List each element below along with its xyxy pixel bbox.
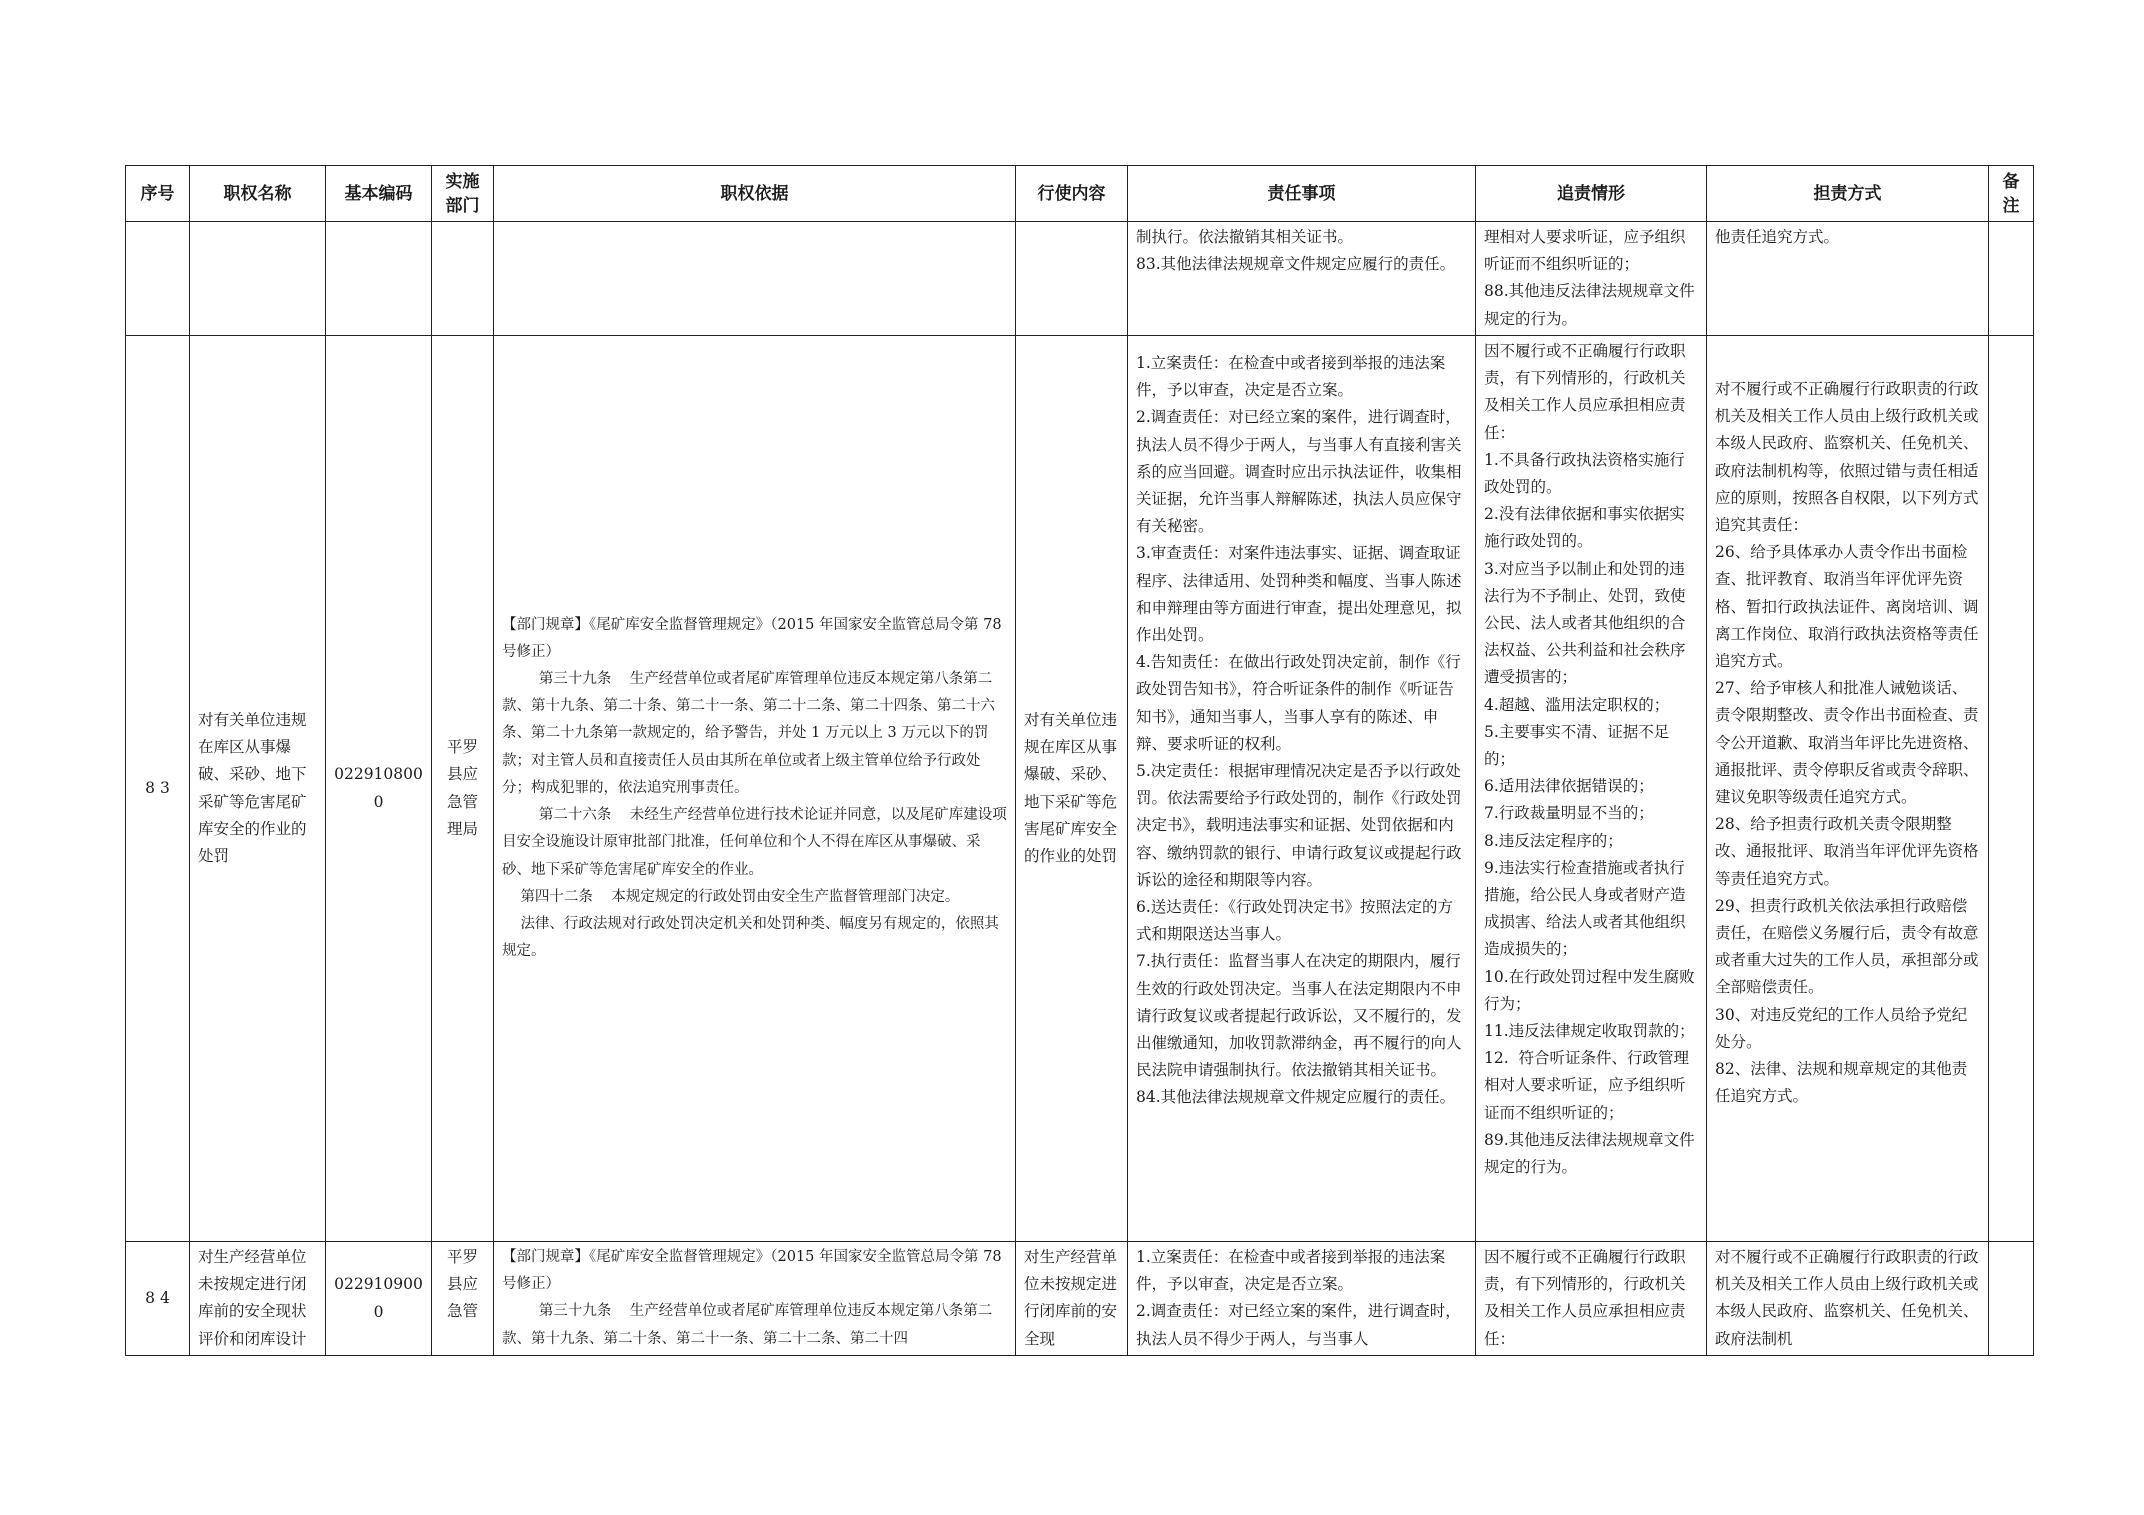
row-seq: 8 3 — [145, 778, 170, 797]
table-row — [126, 222, 2034, 336]
header-dept: 实施 部门 — [432, 166, 494, 222]
table-row — [126, 336, 2034, 1242]
row-name: 对有关单位违规在库区从事爆破、采砂、地下采矿等危害尾矿库安全的作业的处罚 — [198, 710, 307, 865]
row-duty: 制执行。依法撤销其相关证书。 83.其他法律法规规章文件规定应履行的责任。 — [1136, 228, 1456, 274]
row-method: 对不履行或不正确履行行政职责的行政机关及相关工作人员由上级行政机关或本级人民政府、监察机关、任免机关、政府法制机构等，依照过错与责任相适应的原则，按照各自权限，以下列方式追究其责任： 26、给予具体承办人责令作出书面检查、批评教育、取消当年评优评先资格、暂扣行政执法证件、离岗培训、调离工作岗位、取消行政执法资格等责任追究方式。 27、给予审核人和批准人诫勉谈话、责令限期整改、责令作出书面检查、责令公开道歉、取消当年评比先进资格、通报批评、责令停职反省或责令辞职、建议免职等级责任追究方式。 28、给予担责行政机关责令限期整改、通报批评、取消当年评优评先资格等责任追究方式。 29、担责行政机关依法承担行政赔偿责任，在赔偿义务履行后，责令有故意或者重大过失的工作人员，承担部分或全部赔偿责任。 30、对违反党纪的工作人员给予党纪处分。 82、法律、法规和规章规定的其他责任追究方式。 — [1715, 380, 1979, 1106]
row-seq — [126, 222, 189, 226]
row-method: 他责任追究方式。 — [1715, 228, 1840, 246]
header-code: 基本编码 — [326, 166, 432, 222]
row-accountability: 理相对人要求听证，应予组织听证而不组织听证的； 88.其他违反法律法规规章文件规定的行为。 — [1484, 228, 1695, 328]
header-remark: 备 注 — [1989, 166, 2034, 222]
row-name — [190, 222, 325, 226]
header-basis: 职权依据 — [494, 166, 1016, 222]
row-content: 对有关单位违规在库区从事爆破、采砂、地下采矿等危害尾矿库安全的作业的处罚 — [1024, 710, 1118, 865]
row-code: 0229109000 — [334, 1275, 423, 1321]
row-accountability: 因不履行或不正确履行行政职责，有下列情形的，行政机关及相关工作人员应承担相应责任： 1.不具备行政执法资格实施行政处罚的。 2.没有法律依据和事实依据实施行政处罚的。 3.对应当予以制止和处罚的违法行为不予制止、处罚，致使公民、法人或者其他组织的合法权益、公共利益和社会秩序遭受损害的； 4.超越、滥用法定职权的； 5.主要事实不清、证据不足的； 6.适用法律依据错误的； 7.行政裁量明显不当的； 8.违反法定程序的； 9.违法实行检查措施或者执行措施，给公民人身或者财产造成损害、给法人或者其他组织造成损失的； 10.在行政处罚过程中发生腐败行为； 11.违反法律规定收取罚款的； 12. 符合听证条件、行政管理相对人要求听证，应予组织听证而不组织听证的； 89.其他违反法律法规规章文件规定的行为。 — [1484, 342, 1695, 1177]
row-basis: 【部门规章】《尾矿库安全监督管理规定》（2015 年国家安全监管总局令第 78 号修正） 第三十九条 生产经营单位或者尾矿库管理单位违反本规定第八条第二款、第十九条、第二十条、第二十一条、第二十二条、第二十四 — [502, 1249, 1002, 1347]
row-dept: 平罗县应急管理局 — [446, 738, 478, 838]
row-code: 0229108000 — [334, 765, 423, 811]
row-duty: 1.立案责任：在检查中或者接到举报的违法案件，予以审查，决定是否立案。 2.调查责任：对已经立案的案件，进行调查时，执法人员不得少于两人，与当事人 — [1136, 1248, 1461, 1348]
row-basis: 【部门规章】《尾矿库安全监督管理规定》（2015 年国家安全监管总局令第 78 号修正） 第三十九条 生产经营单位或者尾矿库管理单位违反本规定第八条第二款、第十九条、第二十条、第二十一条、第二十二条、第二十四条、第二十六条、第二十九条第一款规定的，给予警告，并处 1 万元以上 3 万元以下的罚款；对主管人员和直接责任人员由其所在单位或者上级主管单位给予行政处分；构成犯罪的，依法追究刑事责任。 第二十六条 未经生产经营单位进行技术论证并同意，以及尾矿库建设项目安全设施设计原审批部门批准，任何单位和个人不得在库区从事爆破、采砂、地下采矿等危害尾矿库安全的作业。 第四十二条 本规定规定的行政处罚由安全生产监督管理部门决定。 法律、行政法规对行政处罚决定机关和处罚种类、幅度另有规定的，依照其规定。 — [502, 616, 1007, 960]
row-remark — [1989, 222, 2033, 226]
row-remark — [1989, 1242, 2033, 1246]
header-content: 行使内容 — [1016, 166, 1128, 222]
responsibility-table — [125, 165, 2034, 1356]
row-method: 对不履行或不正确履行行政职责的行政机关及相关工作人员由上级行政机关或本级人民政府、监察机关、任免机关、政府法制机 — [1715, 1248, 1979, 1348]
row-content — [1016, 222, 1127, 226]
row-accountability: 因不履行或不正确履行行政职责，有下列情形的，行政机关及相关工作人员应承担相应责任： — [1484, 1248, 1686, 1348]
row-dept — [432, 222, 493, 226]
table-row — [126, 1242, 2034, 1356]
row-content: 对生产经营单位未按规定进行闭库前的安全现 — [1024, 1248, 1118, 1348]
header-seq: 序号 — [126, 166, 190, 222]
header-method: 担责方式 — [1707, 166, 1989, 222]
header-duty: 责任事项 — [1128, 166, 1476, 222]
header-row — [126, 166, 2034, 222]
header-name: 职权名称 — [190, 166, 326, 222]
row-seq: 8 4 — [145, 1288, 170, 1307]
row-name: 对生产经营单位未按规定进行闭库前的安全现状评价和闭库设计 — [198, 1248, 307, 1348]
row-basis — [494, 222, 1015, 226]
row-remark — [1989, 336, 2033, 340]
row-dept: 平罗县应急管 — [446, 1248, 478, 1321]
row-duty: 1.立案责任：在检查中或者接到举报的违法案件，予以审查，决定是否立案。 2.调查责任：对已经立案的案件，进行调查时，执法人员不得少于两人，与当事人有直接利害关系的应当回避。调查时应出示执法证件，收集相关证据，允许当事人辩解陈述，执法人员应保守有关秘密。 3.审查责任：对案件违法事实、证据、调查取证程序、法律适用、处罚种类和幅度、当事人陈述和申辩理由等方面进行审查，提出处理意见，拟作出处罚。 4.告知责任：在做出行政处罚决定前，制作《行政处罚告知书》，符合听证条件的制作《听证告知书》，通知当事人，当事人享有的陈述、申辩、要求听证的权利。 5.决定责任：根据审理情况决定是否予以行政处罚。依法需要给予行政处罚的，制作《行政处罚决定书》，载明违法事实和证据、处罚依据和内容、缴纳罚款的银行、申请行政复议或提起行政诉讼的途径和期限等内容。 6.送达责任：《行政处罚决定书》按照法定的方式和期限送达当事人。 7.执行责任：监督当事人在决定的期限内，履行生效的行政处罚决定。当事人在法定期限内不申请行政复议或者提起行政诉讼，又不履行的，发出催缴通知，加收罚款滞纳金，再不履行的向人民法院申请强制执行。依法撤销其相关证书。 84.其他法律法规规章文件规定应履行的责任。 — [1136, 354, 1462, 1107]
row-code — [326, 222, 431, 226]
header-accountability: 追责情形 — [1476, 166, 1707, 222]
